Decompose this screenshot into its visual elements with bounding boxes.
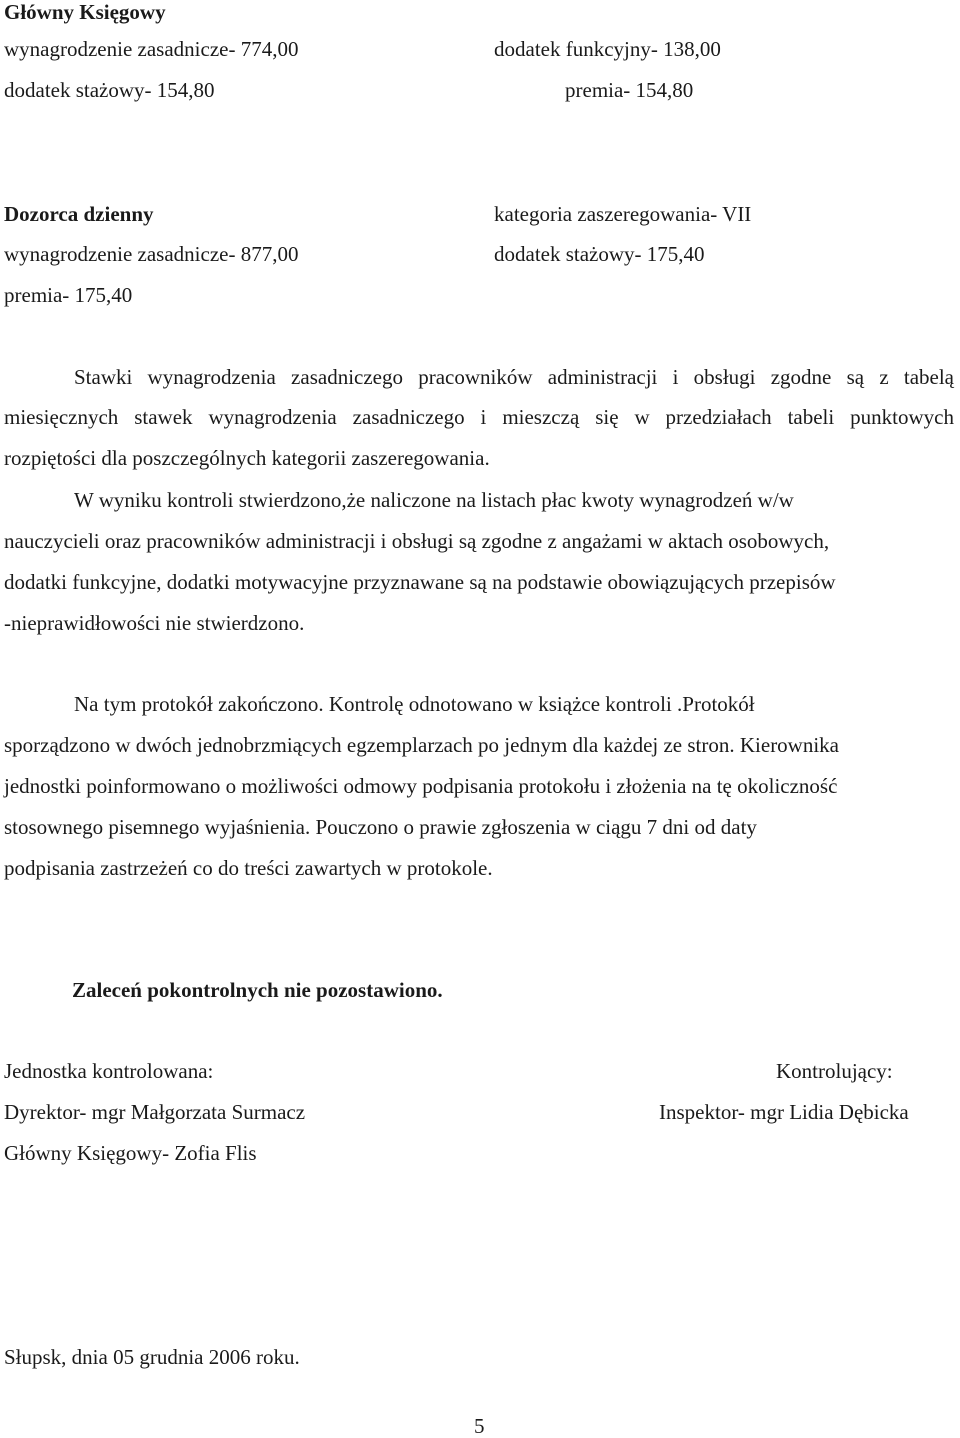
dozorca-base-salary: wynagrodzenie zasadnicze- 877,00	[4, 242, 299, 266]
paragraph-3-line-1: Na tym protokół zakończono. Kontrolę odnotowano w książce kontroli .Protokół	[74, 692, 755, 716]
gk-base-salary: wynagrodzenie zasadnicze- 774,00	[4, 37, 299, 61]
paragraph-2-line-2: nauczycieli oraz pracowników administracji i obsługi są zgodne z angażami w aktach osobowych,	[4, 529, 830, 553]
signature-right-heading: Kontrolujący:	[776, 1059, 893, 1083]
page-number: 5	[474, 1414, 485, 1438]
paragraph-3-line-2: sporządzono w dwóch jednobrzmiących egzemplarzach po jednym dla każdej ze stron. Kierownika	[4, 733, 840, 757]
gk-function-bonus: dodatek funkcyjny- 138,00	[494, 37, 721, 61]
paragraph-2-line-1: W wyniku kontroli stwierdzono,że naliczone na listach płac kwoty wynagrodzeń w/w	[74, 488, 794, 512]
signature-left-chief-accountant: Główny Księgowy- Zofia Flis	[4, 1141, 257, 1165]
paragraph-3-line-3: jednostki poinformowano o możliwości odmowy podpisania protokołu i złożenia na tę okoliczność	[4, 774, 838, 798]
signature-left-heading: Jednostka kontrolowana:	[4, 1059, 214, 1083]
signature-left-director: Dyrektor- mgr Małgorzata Surmacz	[4, 1100, 306, 1124]
paragraph-1-line-3: rozpiętości dla poszczególnych kategorii zaszeregowania.	[4, 446, 490, 470]
signature-right-inspector: Inspektor- mgr Lidia Dębicka	[659, 1100, 909, 1124]
paragraph-1-line-2: miesięcznych stawek wynagrodzenia zasadniczego i mieszczą się w przedziałach tabeli punktowych	[4, 405, 954, 429]
paragraph-2-line-3: dodatki funkcyjne, dodatki motywacyjne przyznawane są na podstawie obowiązujących przepisów	[4, 570, 836, 594]
section-title-chief-accountant: Główny Księgowy	[4, 0, 166, 24]
dozorca-category: kategoria zaszeregowania- VII	[494, 202, 752, 226]
place-and-date: Słupsk, dnia 05 grudnia 2006 roku.	[4, 1345, 300, 1369]
gk-premium: premia- 154,80	[565, 78, 694, 102]
paragraph-2-line-4: -nieprawidłowości nie stwierdzono.	[4, 611, 305, 635]
recommendations-statement: Zaleceń pokontrolnych nie pozostawiono.	[72, 978, 443, 1002]
paragraph-3-line-5: podpisania zastrzeżeń co do treści zawartych w protokole.	[4, 856, 493, 880]
gk-seniority-bonus: dodatek stażowy- 154,80	[4, 78, 215, 102]
paragraph-1-line-1: Stawki wynagrodzenia zasadniczego pracowników administracji i obsługi zgodne są z tabelą	[74, 365, 954, 389]
section-title-day-caretaker: Dozorca dzienny	[4, 202, 154, 226]
dozorca-premium: premia- 175,40	[4, 283, 133, 307]
paragraph-3-line-4: stosownego pisemnego wyjaśnienia. Pouczono o prawie zgłoszenia w ciągu 7 dni od daty	[4, 815, 757, 839]
dozorca-seniority-bonus: dodatek stażowy- 175,40	[494, 242, 705, 266]
